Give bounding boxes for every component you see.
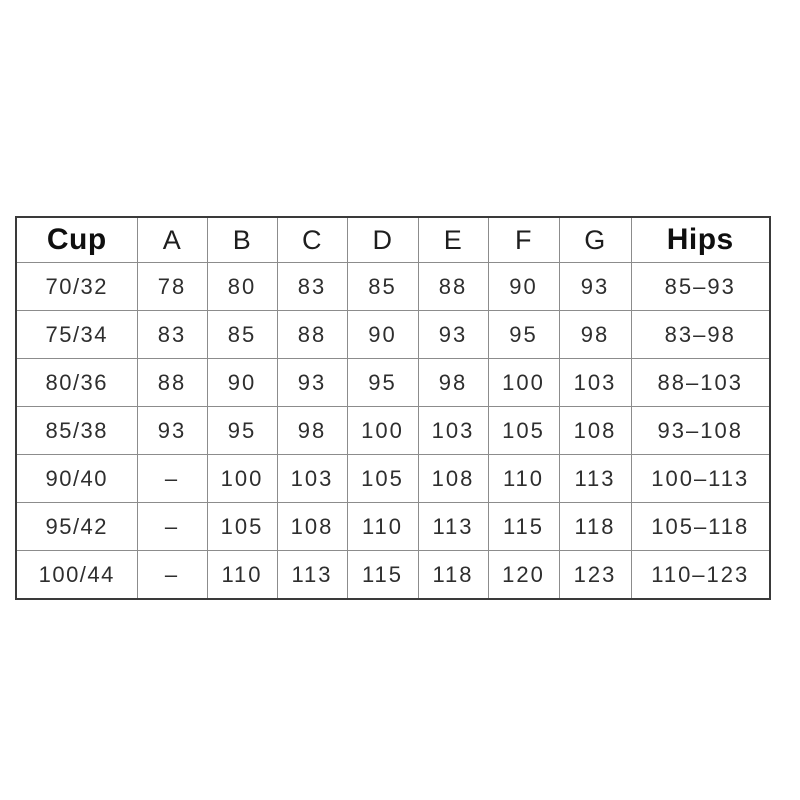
table-cell: 85: [347, 263, 418, 311]
row-label-cell: 100/44: [16, 551, 137, 600]
table-cell: 110: [207, 551, 277, 600]
header-cup: Cup: [16, 217, 137, 263]
table-cell: 90: [488, 263, 559, 311]
table-cell: 113: [277, 551, 347, 600]
table-cell: 95: [207, 407, 277, 455]
table-header-row: [16, 217, 770, 263]
table-cell: 105–118: [631, 503, 770, 551]
table-cell: 98: [418, 359, 488, 407]
header-hips: Hips: [631, 217, 770, 263]
table-cell: 105: [347, 455, 418, 503]
table-row: [16, 263, 770, 311]
row-label-cell: 80/36: [16, 359, 137, 407]
table-cell: 88–103: [631, 359, 770, 407]
table-cell: 108: [277, 503, 347, 551]
table-body: [16, 263, 770, 600]
table-cell: 113: [418, 503, 488, 551]
table-cell: 90: [207, 359, 277, 407]
table-cell: 83: [137, 311, 207, 359]
header-e: E: [418, 217, 488, 263]
table-cell: 85: [207, 311, 277, 359]
table-cell: 100–113: [631, 455, 770, 503]
table-cell: 115: [488, 503, 559, 551]
table-cell: 105: [488, 407, 559, 455]
table-cell: 110: [347, 503, 418, 551]
header-g: G: [559, 217, 631, 263]
table-cell: 83–98: [631, 311, 770, 359]
table-cell: 98: [277, 407, 347, 455]
header-d: D: [347, 217, 418, 263]
table-cell: 103: [418, 407, 488, 455]
table-cell: –: [137, 503, 207, 551]
table-cell: 98: [559, 311, 631, 359]
table-cell: 93: [277, 359, 347, 407]
table-cell: 93: [559, 263, 631, 311]
header-a: A: [137, 217, 207, 263]
table-cell: 88: [137, 359, 207, 407]
table-cell: 93–108: [631, 407, 770, 455]
table-cell: 93: [137, 407, 207, 455]
table-cell: 103: [277, 455, 347, 503]
table-cell: 120: [488, 551, 559, 600]
table-cell: 118: [559, 503, 631, 551]
table-cell: 103: [559, 359, 631, 407]
header-b: B: [207, 217, 277, 263]
table-cell: 108: [418, 455, 488, 503]
header-c: C: [277, 217, 347, 263]
table-cell: 85–93: [631, 263, 770, 311]
table-cell: 83: [277, 263, 347, 311]
table-cell: 90: [347, 311, 418, 359]
table-cell: 100: [488, 359, 559, 407]
table-cell: 110–123: [631, 551, 770, 600]
table-row: [16, 455, 770, 503]
table-cell: 93: [418, 311, 488, 359]
table-cell: 100: [207, 455, 277, 503]
table-cell: 88: [418, 263, 488, 311]
table-cell: 88: [277, 311, 347, 359]
table-cell: 118: [418, 551, 488, 600]
table-cell: 80: [207, 263, 277, 311]
table-row: [16, 359, 770, 407]
row-label-cell: 85/38: [16, 407, 137, 455]
row-label-cell: 90/40: [16, 455, 137, 503]
table-row: [16, 551, 770, 600]
table-cell: 115: [347, 551, 418, 600]
row-label-cell: 95/42: [16, 503, 137, 551]
table-cell: 105: [207, 503, 277, 551]
table-cell: –: [137, 551, 207, 600]
row-label-cell: 75/34: [16, 311, 137, 359]
header-f: F: [488, 217, 559, 263]
table-row: [16, 503, 770, 551]
table-cell: 108: [559, 407, 631, 455]
size-chart-table: [15, 216, 771, 600]
table-cell: 100: [347, 407, 418, 455]
table-cell: 78: [137, 263, 207, 311]
table-cell: 113: [559, 455, 631, 503]
row-label-cell: 70/32: [16, 263, 137, 311]
table-cell: 95: [347, 359, 418, 407]
table-row: [16, 311, 770, 359]
table-cell: 110: [488, 455, 559, 503]
table-cell: 123: [559, 551, 631, 600]
table-cell: –: [137, 455, 207, 503]
table-row: [16, 407, 770, 455]
table-cell: 95: [488, 311, 559, 359]
